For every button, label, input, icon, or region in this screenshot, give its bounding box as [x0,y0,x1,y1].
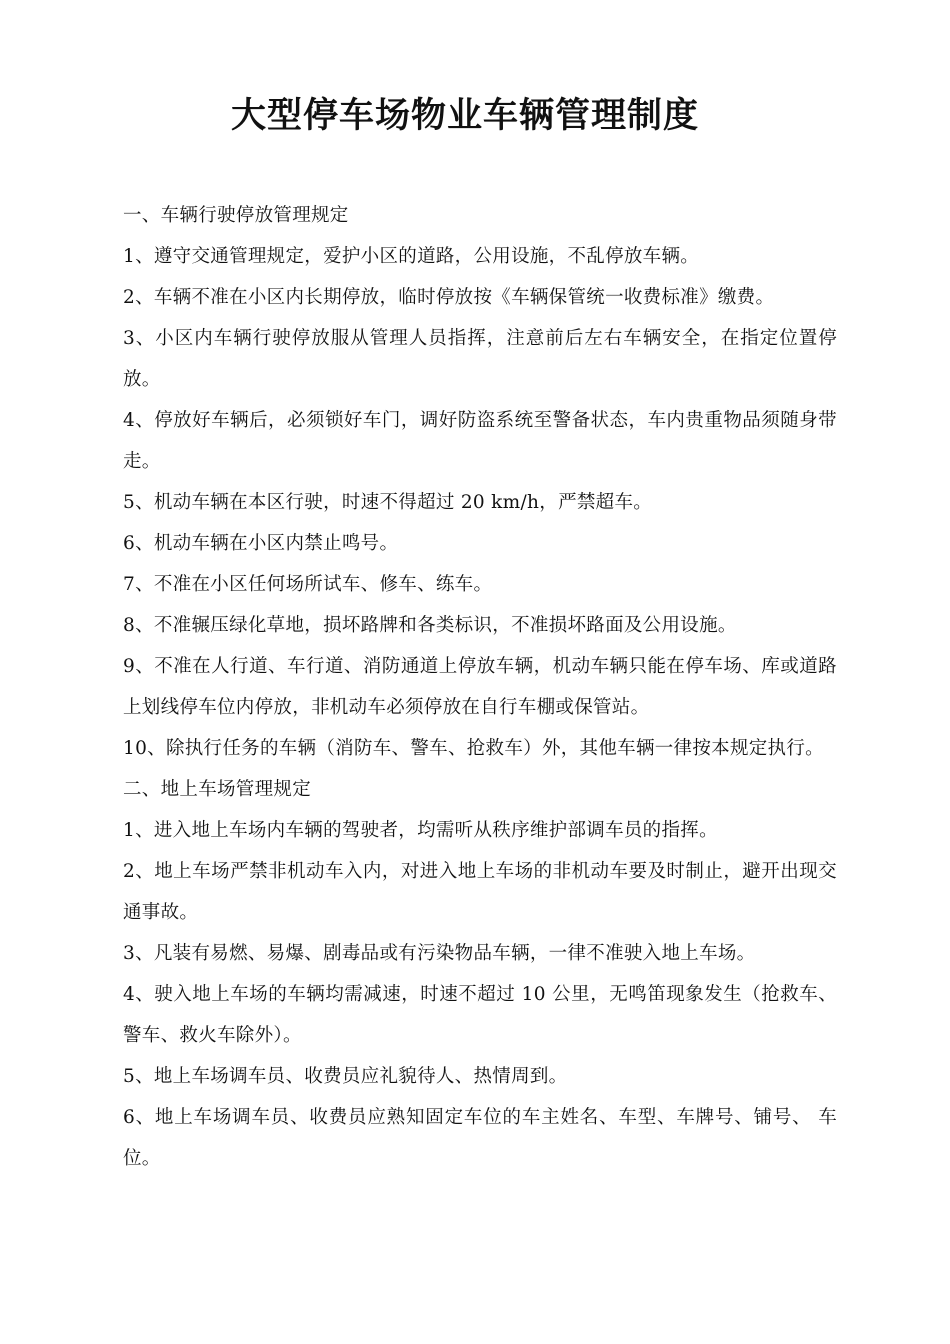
rule-paragraph: 6、地上车场调车员、收费员应熟知固定车位的车主姓名、车型、车牌号、铺号、 车位。 [123,1107,837,1169]
rule-paragraph: 7、不准在小区任何场所试车、修车、练车。 [123,574,493,595]
section-heading-1: 一、车辆行驶停放管理规定 [123,205,349,226]
rule-paragraph: 2、车辆不准在小区内长期停放，临时停放按《车辆保管统一收费标准》缴费。 [123,287,775,308]
rule-paragraph: 8、不准辗压绿化草地，损坏路牌和各类标识，不准损坏路面及公用设施。 [123,615,737,636]
rule-paragraph: 3、小区内车辆行驶停放服从管理人员指挥，注意前后左右车辆安全，在指定位置停放。 [123,328,837,390]
rule-paragraph: 6、机动车辆在小区内禁止鸣号。 [123,533,399,554]
rule-paragraph: 3、凡装有易燃、易爆、剧毒品或有污染物品车辆，一律不准驶入地上车场。 [123,943,756,964]
rule-paragraph: 2、地上车场严禁非机动车入内，对进入地上车场的非机动车要及时制止，避开出现交通事故。 [123,861,837,923]
rule-paragraph: 4、停放好车辆后，必须锁好车门，调好防盗系统至警备状态，车内贵重物品须随身带走。 [123,410,837,472]
rule-paragraph: 5、地上车场调车员、收费员应礼貌待人、热情周到。 [123,1066,568,1087]
rule-paragraph: 10、除执行任务的车辆（消防车、警车、抢救车）外，其他车辆一律按本规定执行。 [123,738,824,759]
document-title: 大型停车场物业车辆管理制度 [230,96,699,136]
document-body [123,195,837,1179]
rule-paragraph: 9、不准在人行道、车行道、消防通道上停放车辆，机动车辆只能在停车场、库或道路上划线停车位内停放，非机动车必须停放在自行车棚或保管站。 [123,656,837,718]
rule-paragraph: 1、遵守交通管理规定，爱护小区的道路，公用设施，不乱停放车辆。 [123,246,700,267]
rule-paragraph: 4、驶入地上车场的车辆均需减速，时速不超过 10 公里，无鸣笛现象发生（抢救车、警车、救火车除外）。 [123,984,837,1046]
section-heading-2: 二、地上车场管理规定 [123,779,312,800]
rule-paragraph: 1、进入地上车场内车辆的驾驶者，均需听从秩序维护部调车员的指挥。 [123,820,718,841]
rule-paragraph: 5、机动车辆在本区行驶，时速不得超过 20 km/h，严禁超车。 [123,492,653,513]
